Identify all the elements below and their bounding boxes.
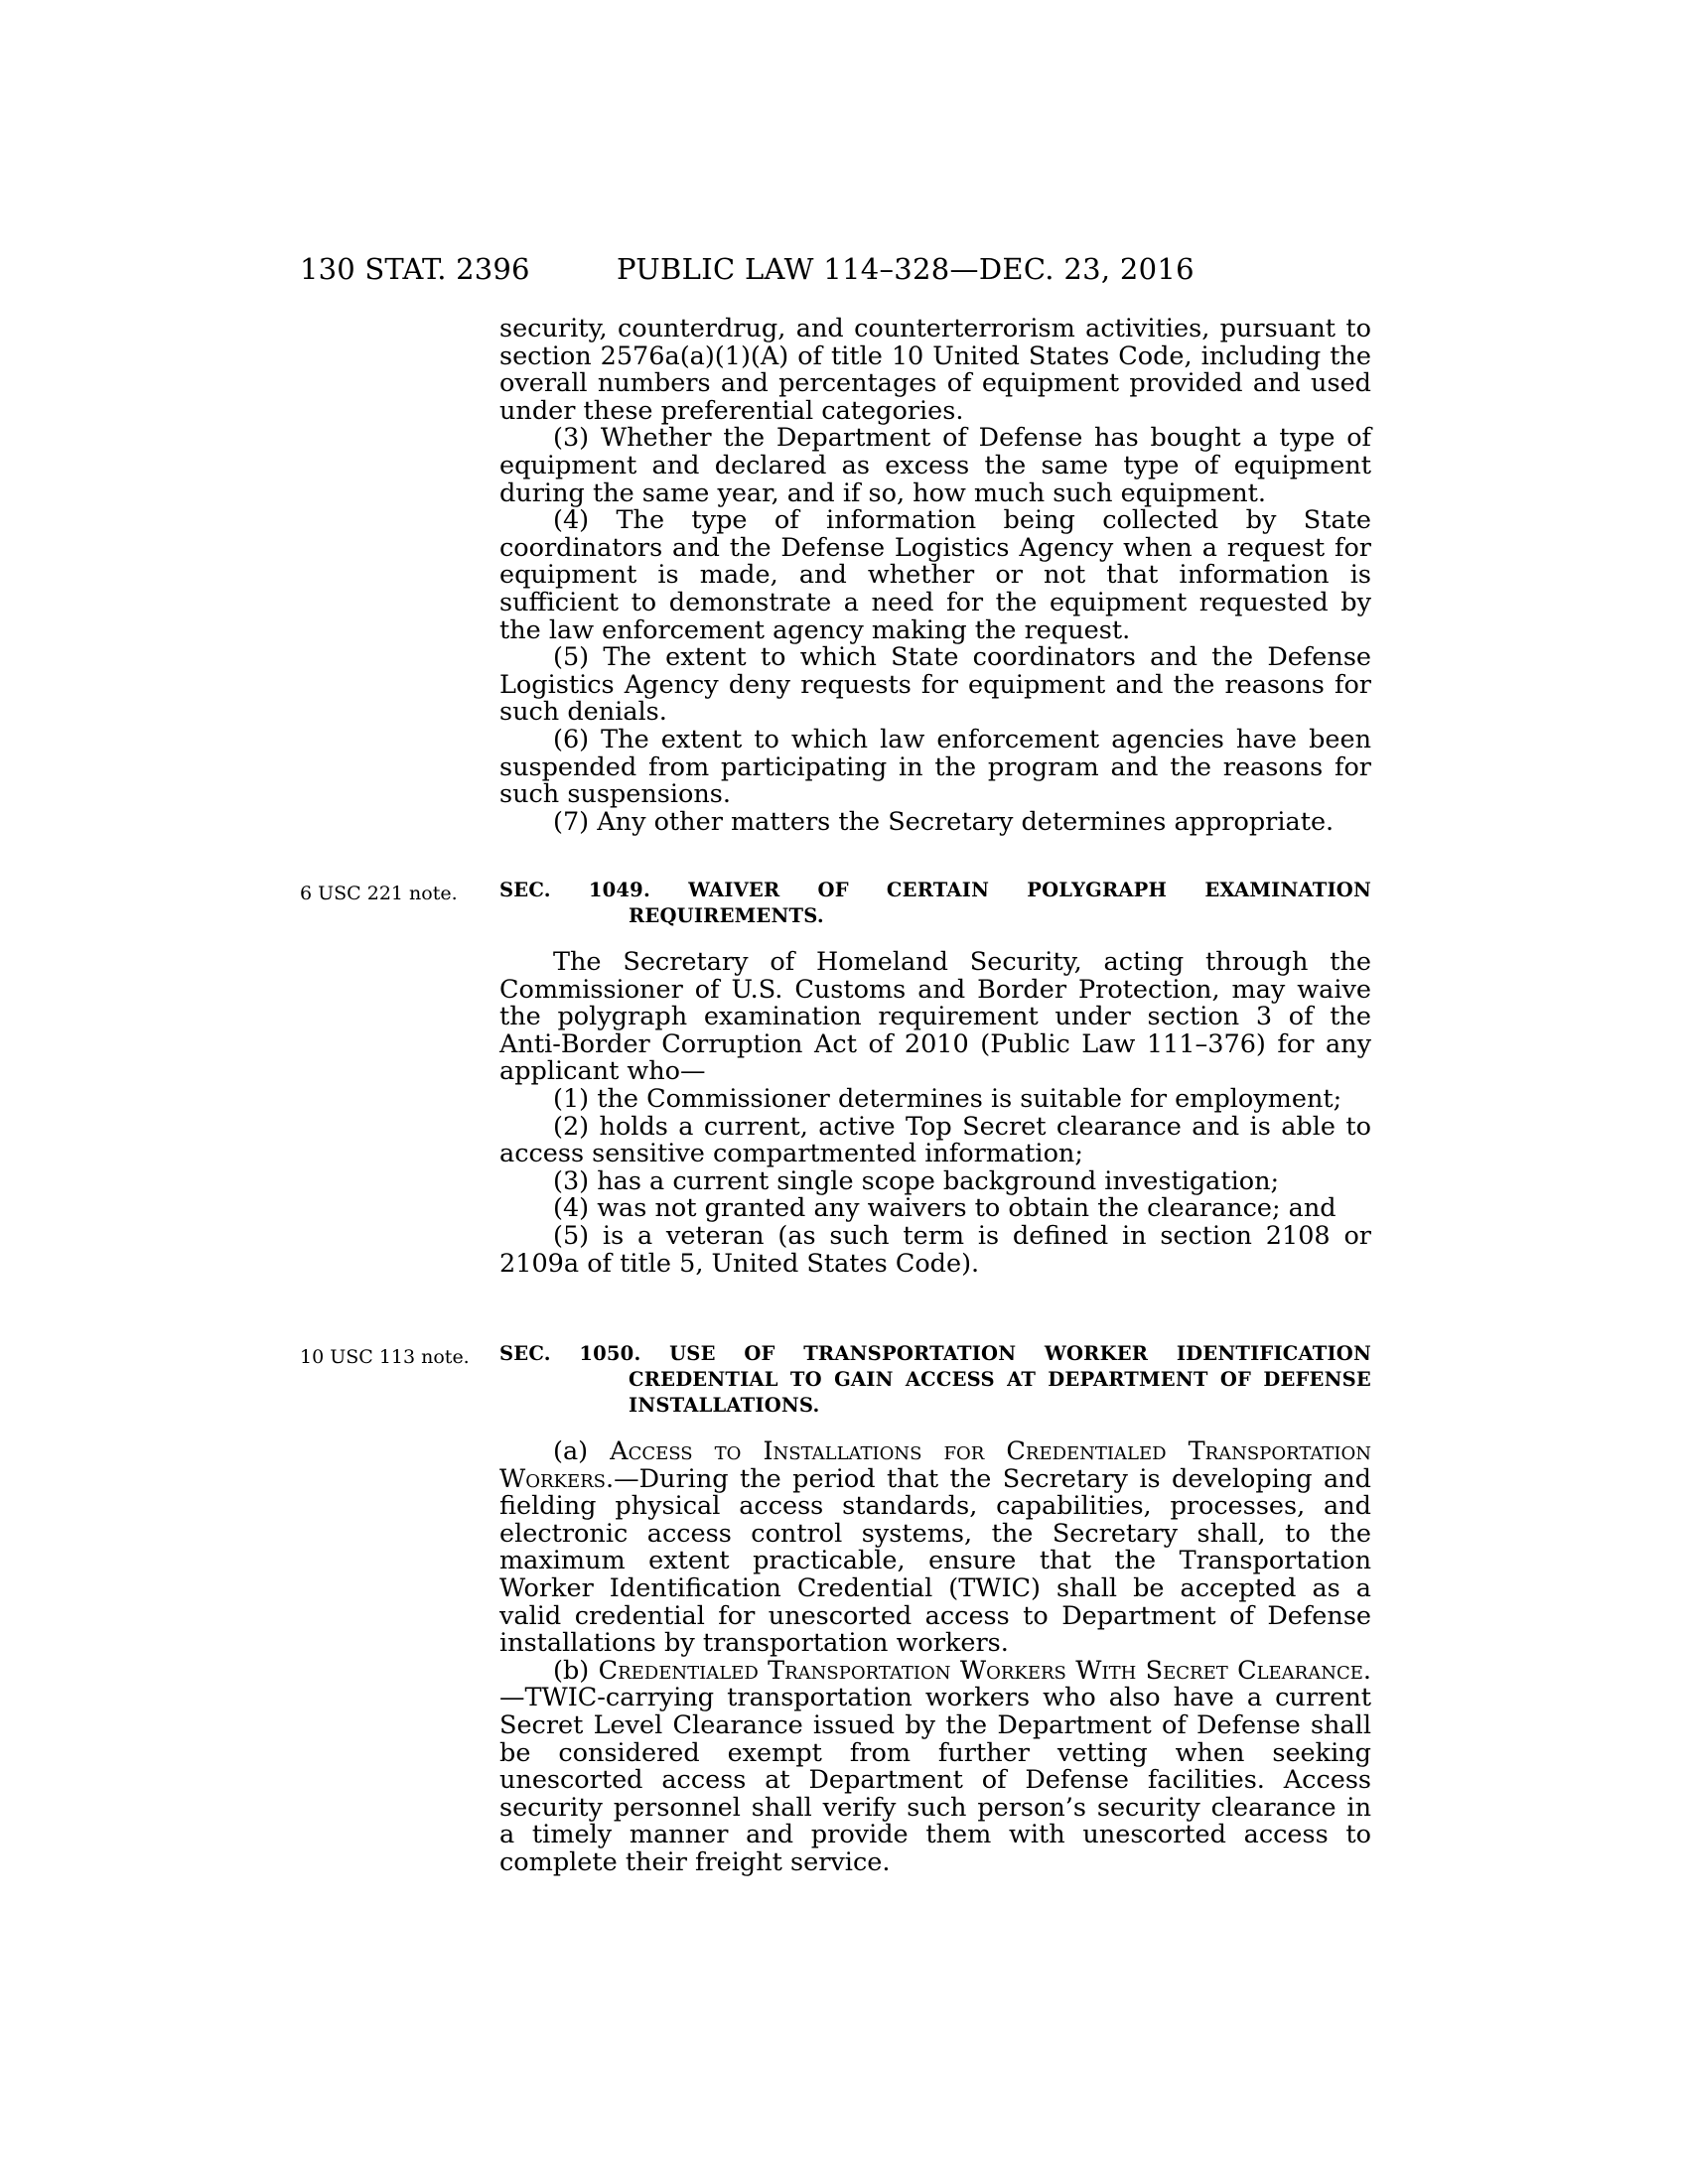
statute-page-reference: 130 STAT. 2396 bbox=[300, 252, 530, 286]
list-item: (3) Whether the Department of Defense has bought a type of equipment and declared as excess the same type of equipment during the same year, and if so, how much such equipment. bbox=[499, 423, 1371, 508]
list-item: (3) has a current single scope background investigation; bbox=[553, 1165, 1280, 1196]
subsection-a-label: (a) bbox=[553, 1436, 611, 1466]
list-item: (6) The extent to which law enforcement agencies have been suspended from participating in the program and the reasons for such suspensions. bbox=[499, 724, 1371, 810]
subsection-b bbox=[499, 1655, 1371, 1877]
subsection-b-text: —TWIC-carrying transportation workers who also have a current Secret Level Clearance issued by the Department of Defense shall be considered exempt from further vetting when seeking unescorted access at Department of Defense facilities. Access security personnel shall verify such person’s security clearance in a timely manner and provide them with unescorted access to complete their freight service. bbox=[499, 1683, 1371, 1877]
continuation-block bbox=[499, 316, 1371, 836]
subsection-a-title: Access to Installations for Credentialed Transportation Workers. bbox=[499, 1436, 1371, 1494]
section-1050 bbox=[499, 1341, 1371, 1877]
section-heading: SEC. 1049. WAIVER OF CERTAIN POLYGRAPH EXAMINATION REQUIREMENTS. bbox=[499, 879, 1371, 927]
public-law-reference: PUBLIC LAW 114–328—DEC. 23, 2016 bbox=[617, 252, 1195, 286]
list-item: (4) was not granted any waivers to obtain the clearance; and bbox=[553, 1193, 1336, 1224]
margin-note-sec-1050: 10 USC 113 note. bbox=[300, 1346, 470, 1368]
section-heading: SEC. 1050. USE OF TRANSPORTATION WORKER IDENTIFICATION CREDENTIAL TO GAIN ACCESS AT DEPARTMENT OF DEFENSE INSTALLATIONS. bbox=[499, 1342, 1371, 1417]
list-item: (7) Any other matters the Secretary determines appropriate. bbox=[553, 806, 1335, 837]
section-1049 bbox=[499, 878, 1371, 1278]
subsection-a-text: —During the period that the Secretary is developing and fielding physical access standards, capabilities, processes, and electronic access control systems, the Secretary shall, to the maximum extent practicable, ensure that the Transportation Worker Identification Credential (TWIC) shall be accepted as a valid credential for unescorted access to Department of Defense installations by transportation workers. bbox=[499, 1463, 1371, 1659]
subsection-b-title: Credentialed Transportation Workers With Secret Clearance. bbox=[598, 1655, 1371, 1686]
subsection-a bbox=[499, 1438, 1371, 1658]
subsection-b-label: (b) bbox=[553, 1655, 599, 1686]
running-header bbox=[0, 252, 1688, 292]
list-item: (4) The type of information being collected by State coordinators and the Defense Logistics Agency when a request for equipment is made, and whether or not that information is sufficient to demonstrate a need for the equipment requested by the law enforcement agency making the request. bbox=[499, 505, 1371, 645]
list-item: (5) The extent to which State coordinators and the Defense Logistics Agency deny requests for equipment and the reasons for such denials. bbox=[499, 642, 1371, 728]
list-item: (2) holds a current, active Top Secret clearance and is able to access sensitive compartmented information; bbox=[499, 1111, 1371, 1169]
list-item: (1) the Commissioner determines is suitable for employment; bbox=[553, 1083, 1342, 1114]
section-intro: The Secretary of Homeland Security, acting through the Commissioner of U.S. Customs and Border Protection, may waive the polygraph examination requirement under section 3 of the Anti-Border Corruption Act of 2010 (Public Law 111–376) for any applicant who— bbox=[499, 947, 1371, 1087]
margin-note-sec-1049: 6 USC 221 note. bbox=[300, 883, 458, 904]
list-item: (5) is a veteran (as such term is defined in section 2108 or 2109a of title 5, United States Code). bbox=[499, 1220, 1371, 1279]
continued-paragraph: security, counterdrug, and counterterrorism activities, pursuant to section 2576a(a)(1)(A) of title 10 United States Code, including the overall numbers and percentages of equipment provided and used under these preferential categories. bbox=[499, 314, 1371, 426]
